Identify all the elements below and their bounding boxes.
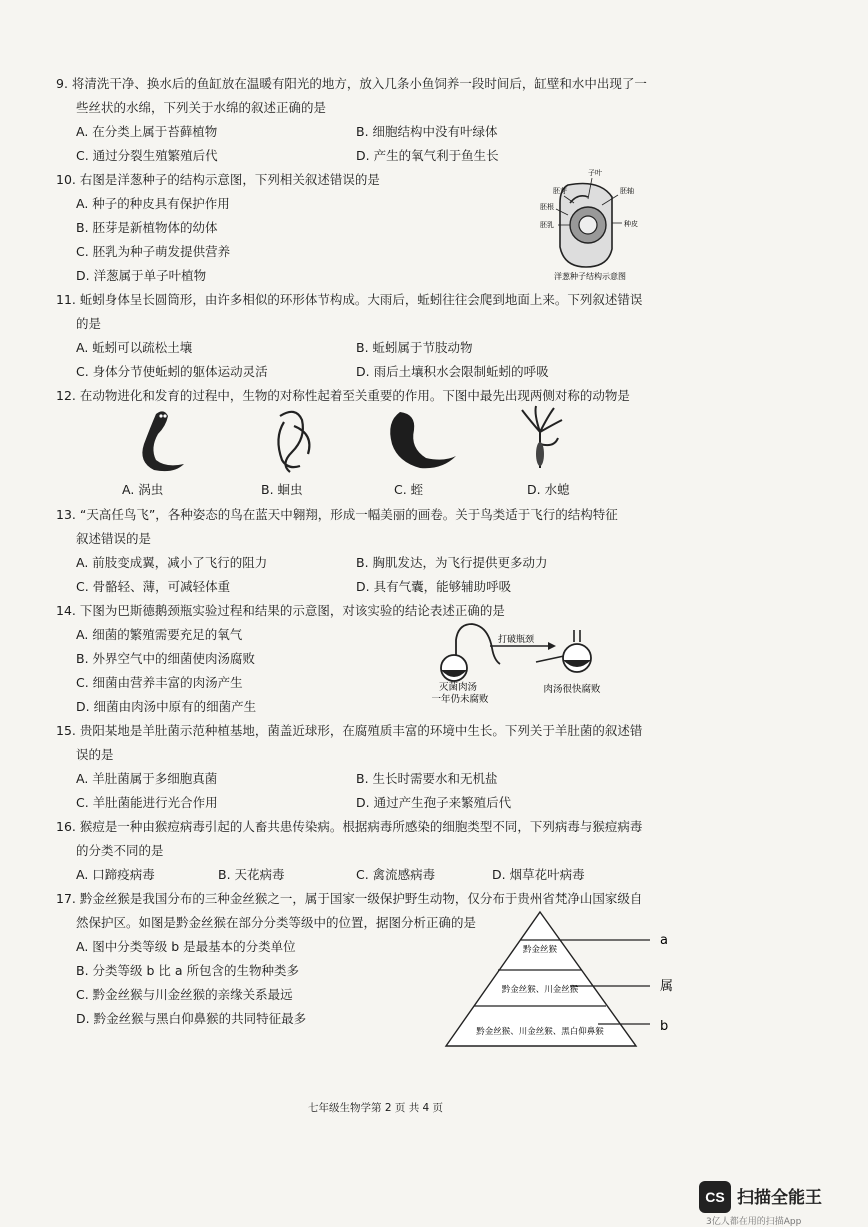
q12-option-c: C. 蛭 <box>394 482 424 497</box>
fig-label-endosperm: 胚乳 <box>540 221 554 229</box>
page-footer: 七年级生物学第 2 页 共 4 页 <box>308 1102 444 1114</box>
fig-label-plumule: 胚芽 <box>553 187 567 195</box>
q15-stem-line1: 15. 贵阳某地是羊肚菌示范种植基地，菌盖近球形，在腐殖质丰富的环境中生长。下列关于羊肚菌的叙述错 <box>56 723 643 738</box>
q11-option-d: D. 雨后土壤积水会限制蚯蚓的呼吸 <box>356 364 549 379</box>
q15-option-c: C. 羊肚菌能进行光合作用 <box>76 795 218 810</box>
left-flask <box>441 655 467 681</box>
q12-stem: 12. 在动物进化和发育的过程中，生物的对称性起着至关重要的作用。下图中最先出现两侧对称的动物是 <box>56 388 630 403</box>
q16-option-a: A. 口蹄疫病毒 <box>76 867 155 882</box>
pyramid-tier-top: 黔金丝猴 <box>522 945 558 955</box>
q12-animal-images <box>130 404 590 476</box>
q14-option-d: D. 细菌由肉汤中原有的细菌产生 <box>76 699 257 714</box>
q15-option-b: B. 生长时需要水和无机盐 <box>356 771 498 786</box>
fig-right-label: 肉汤很快腐败 <box>543 684 601 695</box>
q11-option-b: B. 蚯蚓属于节肢动物 <box>356 340 473 355</box>
q13-option-b: B. 胸肌发达，为飞行提供更多动力 <box>356 555 548 570</box>
q14-option-a: A. 细菌的繁殖需要充足的氧气 <box>76 627 243 642</box>
watermark-subtitle: 3亿人都在用的扫描App <box>706 1217 802 1227</box>
side-label-a: a <box>660 933 668 948</box>
q10-option-a: A. 种子的种皮具有保护作用 <box>76 196 230 211</box>
q13-stem-line2: 叙述错误的是 <box>76 531 152 546</box>
fig-label-cotyledon: 子叶 <box>588 169 602 177</box>
swan-neck-flask-figure <box>430 620 630 708</box>
q9-option-d: D. 产生的氧气利于鱼生长 <box>356 148 499 163</box>
q17-stem-line2: 然保护区。如图是黔金丝猴在部分分类等级中的位置，据图分析正确的是 <box>76 915 477 930</box>
roundworm-image <box>278 412 309 472</box>
fig-arrow-label: 打破瓶颈 <box>497 635 535 645</box>
q12-option-b: B. 蛔虫 <box>261 482 303 497</box>
onion-seed-figure <box>530 163 650 285</box>
q14-option-c: C. 细菌由营养丰富的肉汤产生 <box>76 675 243 690</box>
fig-label-seed-coat: 种皮 <box>624 220 638 228</box>
fig-left-label-2: 一年仍未腐败 <box>431 694 489 705</box>
q14-stem: 14. 下图为巴斯德鹅颈瓶实验过程和结果的示意图，对该实验的结论表述正确的是 <box>56 603 505 618</box>
q9-stem-line1: 9. 将清洗干净、换水后的鱼缸放在温暖有阳光的地方，放入几条小鱼饲养一段时间后，缸壁和水中出现了一 <box>56 76 647 91</box>
q11-option-a: A. 蚯蚓可以疏松土壤 <box>76 340 193 355</box>
q13-option-d: D. 具有气囊，能够辅助呼吸 <box>356 579 512 594</box>
q13-stem-line1: 13. “天高任鸟飞”，各种姿态的鸟在蓝天中翱翔，形成一幅美丽的画卷。关于鸟类适于飞行的结构特征 <box>56 507 618 522</box>
q10-option-c: C. 胚乳为种子萌发提供营养 <box>76 244 231 259</box>
q9-stem-line2: 些丝状的水绵，下列关于水绵的叙述正确的是 <box>76 100 327 115</box>
right-flask <box>563 644 591 672</box>
q10-option-b: B. 胚芽是新植物体的幼体 <box>76 220 218 235</box>
q17-option-a: A. 图中分类等级 b 是最基本的分类单位 <box>76 939 296 954</box>
q10-option-d: D. 洋葱属于单子叶植物 <box>76 268 207 283</box>
pyramid-outline <box>446 912 636 1046</box>
q17-option-b: B. 分类等级 b 比 a 所包含的生物种类多 <box>76 963 300 978</box>
q16-option-b: B. 天花病毒 <box>218 867 285 882</box>
fig-label-radicle: 胚根 <box>540 203 554 211</box>
q11-stem-line2: 的是 <box>76 316 102 331</box>
planarian-image <box>142 411 184 471</box>
q16-option-c: C. 禽流感病毒 <box>356 867 436 882</box>
q17-option-c: C. 黔金丝猴与川金丝猴的亲缘关系最远 <box>76 987 293 1002</box>
q15-option-a: A. 羊肚菌属于多细胞真菌 <box>76 771 218 786</box>
q10-stem: 10. 右图是洋葱种子的结构示意图，下列相关叙述错误的是 <box>56 172 380 187</box>
fig-label-hypocotyl: 胚轴 <box>620 187 634 195</box>
side-label-b: b <box>660 1019 669 1034</box>
fig-caption: 洋葱种子结构示意图 <box>554 272 626 281</box>
q9-option-b: B. 细胞结构中没有叶绿体 <box>356 124 498 139</box>
q17-option-d: D. 黔金丝猴与黑白仰鼻猴的共同特征最多 <box>76 1011 307 1026</box>
q15-stem-line2: 误的是 <box>76 747 114 762</box>
pyramid-tier-bottom: 黔金丝猴、川金丝猴、黑白仰鼻猴 <box>476 1027 604 1037</box>
watermark-title: 扫描全能王 <box>737 1188 822 1208</box>
q16-stem-line1: 16. 猴痘是一种由猴痘病毒引起的人畜共患传染病。根据病毒所感染的细胞类型不同，下列病毒与猴痘病毒 <box>56 819 643 834</box>
q13-option-a: A. 前肢变成翼，减小了飞行的阻力 <box>76 555 268 570</box>
taxonomy-pyramid <box>440 910 680 1052</box>
q15-option-d: D. 通过产生孢子来繁殖后代 <box>356 795 512 810</box>
q17-stem-line1: 17. 黔金丝猴是我国分布的三种金丝猴之一，属于国家一级保护野生动物，仅分布于贵州省梵净山国家级自 <box>56 891 643 906</box>
side-label-genus: 属 <box>660 979 674 994</box>
q9-option-c: C. 通过分裂生殖繁殖后代 <box>76 148 218 163</box>
pyramid-tier-middle: 黔金丝猴、川金丝猴 <box>501 985 579 995</box>
fig-left-label-1: 灭菌肉汤 <box>438 682 478 693</box>
q13-option-c: C. 骨骼轻、薄，可减轻体重 <box>76 579 231 594</box>
leech-image <box>390 412 456 468</box>
q9-option-a: A. 在分类上属于苔藓植物 <box>76 124 218 139</box>
q16-option-d: D. 烟草花叶病毒 <box>492 867 585 882</box>
q14-option-b: B. 外界空气中的细菌使肉汤腐败 <box>76 651 256 666</box>
camscanner-logo: CS <box>699 1181 731 1213</box>
q12-option-a: A. 涡虫 <box>122 482 164 497</box>
q11-option-c: C. 身体分节使蚯蚓的躯体运动灵活 <box>76 364 268 379</box>
q16-stem-line2: 的分类不同的是 <box>76 843 164 858</box>
q12-option-d: D. 水螅 <box>527 482 570 497</box>
q11-stem-line1: 11. 蚯蚓身体呈长圆筒形，由许多相似的环形体节构成。大雨后，蚯蚓往往会爬到地面上来。下列叙述错误 <box>56 292 643 307</box>
